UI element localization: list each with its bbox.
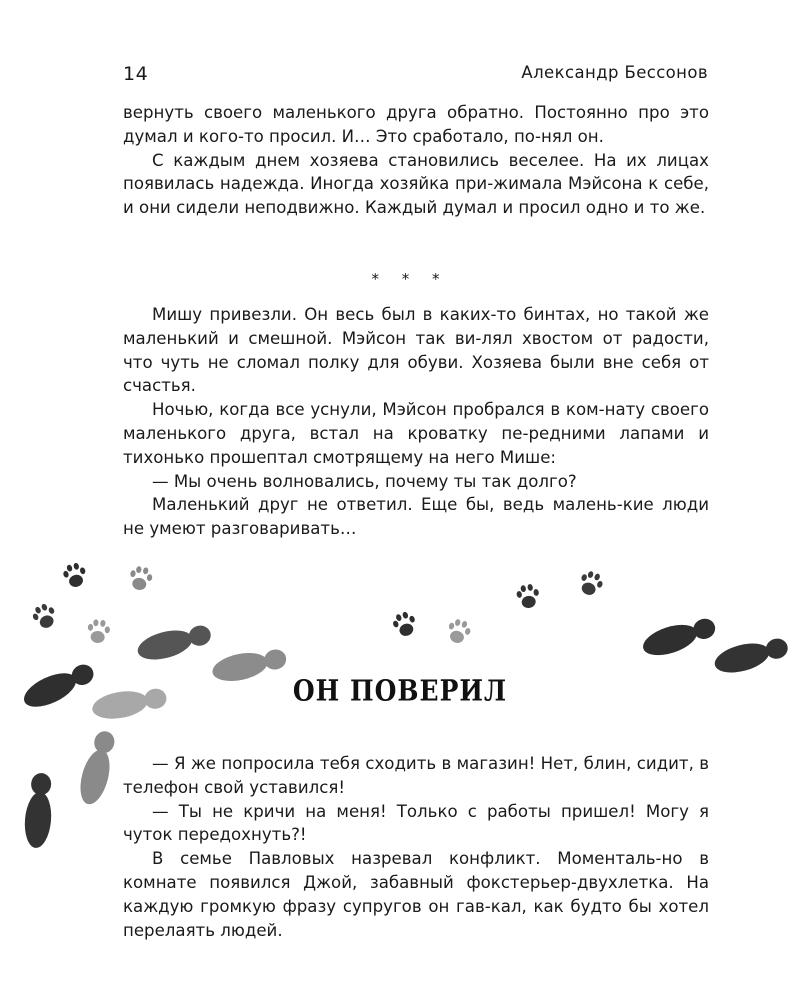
paragraph: С каждым днем хозяева становились веселее. На их лицах появилась надежда. Иногда хозяйка при-жимала Мэйсона к себе, и они сидели неподвижно. Каждый думал и просил одно и то же. bbox=[123, 150, 709, 218]
paragraph: Маленький друг не ответил. Еще бы, ведь малень-кие люди не умеют разговаривать… bbox=[123, 495, 709, 539]
paw-print-icon bbox=[61, 561, 88, 589]
paragraph: Мишу привезли. Он весь был в каких-то бинтах, но такой же маленький и смешной. Мэйсон так ви-лял хвостом от радости, что чуть не сломал полку для обуви. Хозяева были вне себя от счастья. bbox=[123, 305, 709, 396]
paw-print-icon bbox=[128, 565, 154, 592]
running-head-author: Александр Бессонов bbox=[521, 63, 708, 82]
dialogue-line: — Я же попросила тебя сходить в магазин! Нет, блин, сидит, в телефон свой уставился! bbox=[123, 754, 709, 797]
shoe-print-icon bbox=[23, 772, 55, 849]
paw-print-icon bbox=[390, 609, 419, 639]
section-separator: * * * bbox=[371, 270, 449, 288]
shoe-print-icon bbox=[75, 728, 120, 807]
page-number: 14 bbox=[123, 63, 149, 85]
dialogue-line: — Мы очень волновались, почему ты так долго? bbox=[152, 471, 577, 491]
text-section-c bbox=[123, 752, 709, 942]
paw-print-icon bbox=[577, 569, 606, 599]
shoe-print-icon bbox=[712, 633, 791, 678]
paw-print-icon bbox=[515, 583, 541, 610]
chapter-title: ОН ПОВЕРИЛ bbox=[292, 673, 508, 708]
shoe-print-icon bbox=[135, 620, 214, 665]
text-section-b bbox=[123, 303, 709, 541]
paw-print-icon bbox=[30, 601, 60, 632]
paragraph: вернуть своего маленького друга обратно. Постоянно про это думал и кого-то просил. И… Это сработало, по-нял он. bbox=[123, 103, 709, 146]
paragraph: Ночью, когда все уснули, Мэйсон пробрался в ком-нату своего маленького друга, встал на кроватку пе-редними лапами и тихонько прошептал смотрящему на него Мише: bbox=[123, 400, 709, 467]
paw-print-icon bbox=[87, 619, 111, 644]
dialogue-line: — Ты не кричи на меня! Только с работы пришел! Могу я чуток передохнуть?! bbox=[123, 801, 709, 845]
paw-print-icon bbox=[445, 617, 472, 645]
paragraph: В семье Павловых назревал конфликт. Моменталь-но в комнате появился Джой, забавный фокстерьер-двухлетка. На каждую громкую фразу супругов он гав-кал, как будто бы хотел перелаять людей. bbox=[123, 849, 709, 940]
shoe-print-icon bbox=[639, 613, 718, 661]
text-section-a bbox=[123, 101, 709, 220]
